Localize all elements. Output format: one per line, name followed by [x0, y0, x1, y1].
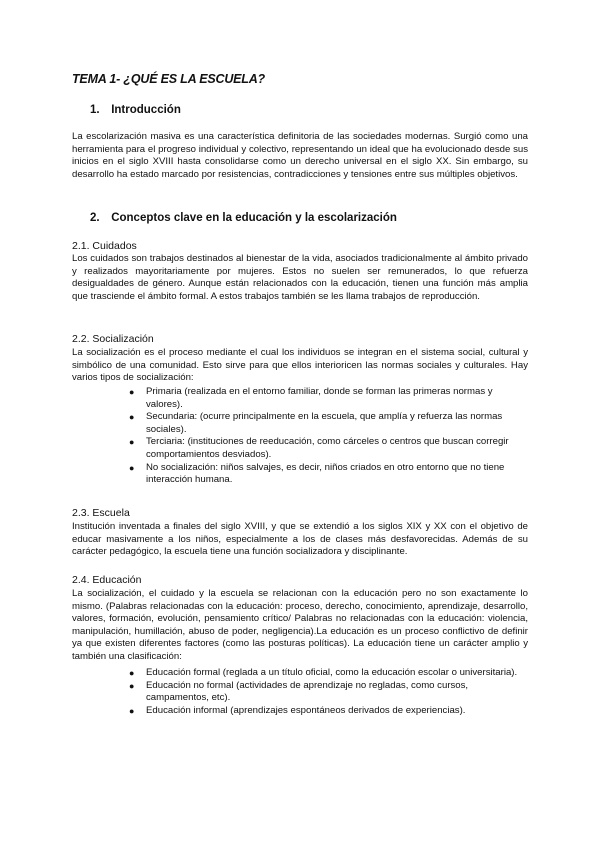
subsection-socializacion-heading: 2.2. Socialización	[72, 333, 154, 345]
bullet-icon: ●	[129, 462, 135, 473]
subsection-socializacion-paragraph: La socialización es el proceso mediante el cual los individuos se integran en el sistema social, cultural y simbólico de una comunidad. Esto sirve para que ellos interioricen las normas sociales y culturales. Hay varios tipos de socialización:	[72, 347, 528, 384]
subsection-cuidados-paragraph: Los cuidados son trabajos destinados al bienestar de la vida, asociados tradicionalmente al ámbito privado y realizados mayoritariamente por mujeres. Estos no suelen ser remunerados, lo que refuerza desigualdades de género. Aunque están relacionados con la educación, tienen una función más amplia que trasciende el ámbito formal. A estos trabajos también se les llama trabajos de reproducción.	[72, 253, 528, 302]
list-item: ● Terciaria: (instituciones de reeducación, como cárceles o centros que buscan corregir comportamientos desviados).	[129, 436, 509, 460]
subsection-educacion-paragraph: La socialización, el cuidado y la escuela se relacionan con la educación pero no son exactamente lo mismo. (Palabras relacionadas con la educación: proceso, derecho, conocimiento, aprendizaje, desarrollo, valores, formación, evolución, pensamiento crítico/ Palabras no relacionadas con la educación: violencia, manipulación, humillación, abuso de poder, negligencia).La educación es un proceso conflictivo de definir ya que existen diferentes factores (como las posturas políticas). La educación tiene un carácter amplio y también una clasificación:	[72, 588, 528, 662]
list-item: ● Secundaria: (ocurre principalmente en la escuela, que amplía y refuerza las normas sociales).	[129, 411, 503, 435]
list-item: ● Educación informal (aprendizajes espontáneos derivados de experiencias).	[129, 704, 466, 716]
bullet-icon: ●	[129, 705, 135, 716]
bullet-icon: ●	[129, 437, 135, 448]
list-item: ● No socialización: niños salvajes, es decir, niños criados en otro entorno que no tiene interacción humana.	[129, 461, 505, 486]
section-1-paragraph: La escolarización masiva es una característica definitoria de las sociedades modernas. Surgió como una herramienta para el progreso individual y colectivo, representando un ideal que ha evolucionado desde sus inicios en el siglo XVIII hasta consolidarse como un derecho universal en el siglo XX. Sin embargo, su desarrollo ha estado marcado por resistencias, contradicciones y tensiones entre sus múltiples objetivos.	[72, 131, 528, 180]
subsection-escuela-paragraph: Institución inventada a finales del siglo XVIII, y que se extendió a los siglos XIX y XX con el objetivo de educar masivamente a los niños, especialmente a los de clases más desfavorecidas. Además de su carácter pedagógico, la escuela tiene una función socializadora y disciplinante.	[72, 521, 528, 558]
list-item: ● Educación formal (reglada a un título oficial, como la educación escolar o universitaria).	[129, 667, 518, 678]
section-1-heading	[90, 104, 181, 116]
section-2-heading	[90, 212, 397, 224]
list-item: ● Educación no formal (actividades de aprendizaje no regladas, como cursos, campamentos, etc).	[129, 679, 469, 704]
document-title: TEMA 1- ¿QUÉ ES LA ESCUELA?	[72, 72, 265, 86]
section-1-number: 1.	[90, 104, 100, 116]
list-item: ● Primaria (realizada en el entorno familiar, donde se forman las primeras normas y valores).	[129, 386, 493, 410]
bullet-icon: ●	[129, 387, 135, 397]
section-2-title: Conceptos clave en la educación y la escolarización	[111, 212, 397, 224]
educacion-list	[130, 667, 528, 717]
socializacion-list	[130, 386, 528, 487]
subsection-cuidados-heading: 2.1. Cuidados	[72, 240, 137, 252]
subsection-escuela-heading: 2.3. Escuela	[72, 507, 130, 519]
section-2-number: 2.	[90, 212, 100, 224]
section-1-title: Introducción	[111, 104, 181, 116]
bullet-icon: ●	[129, 412, 135, 423]
bullet-icon: ●	[129, 668, 135, 678]
bullet-icon: ●	[129, 680, 135, 691]
subsection-educacion-heading: 2.4. Educación	[72, 574, 142, 586]
